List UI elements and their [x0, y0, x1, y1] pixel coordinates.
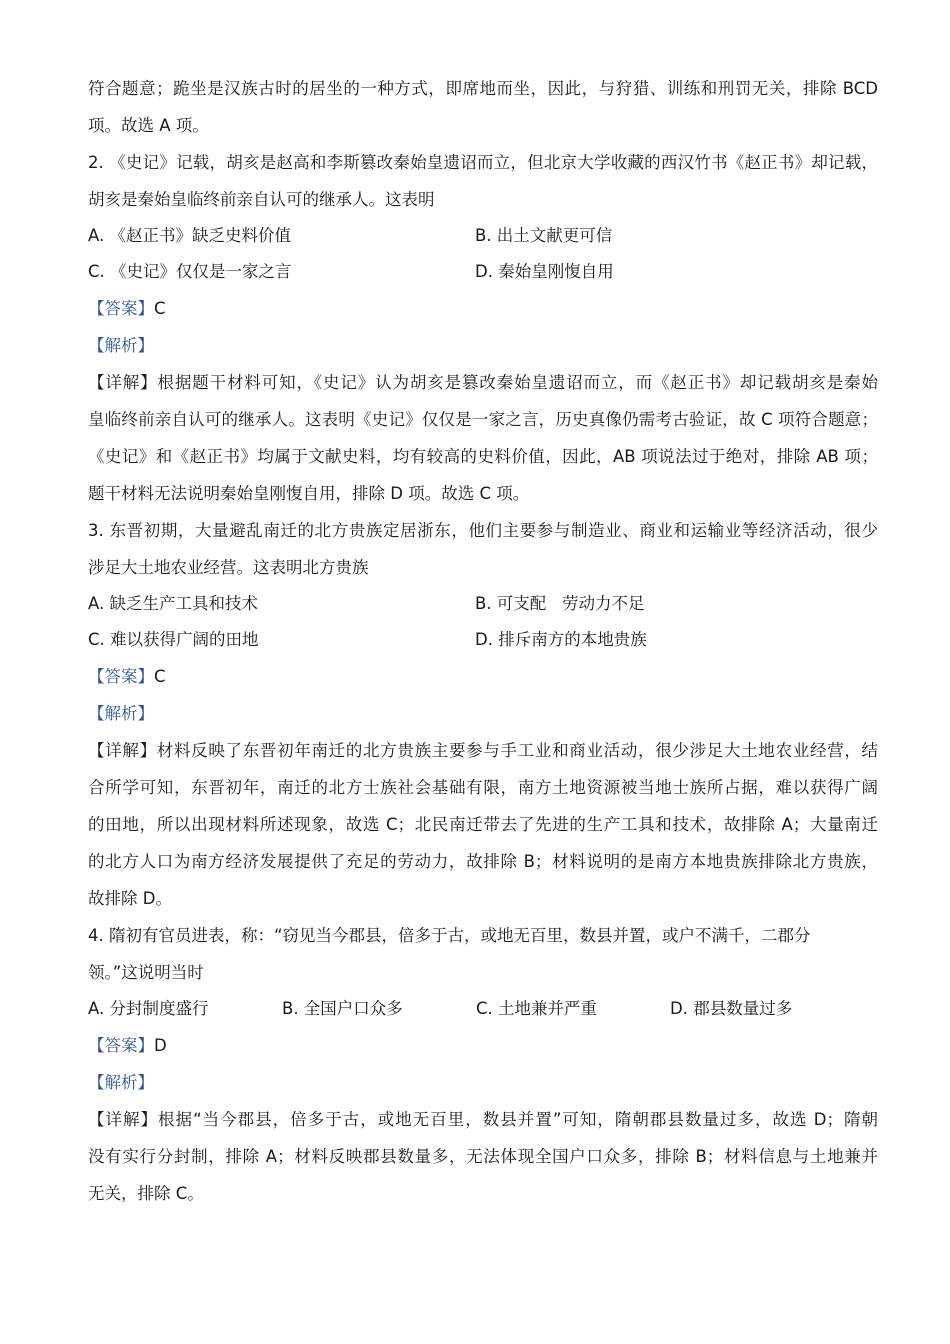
q2-detail-tag: 【详解】: [88, 373, 158, 392]
q3-detail-line-4: 的北方人口为南方经济发展提供了充足的劳动力，故排除 B；材料说明的是南方本地贵族排除北方贵族，: [88, 852, 878, 871]
q3-detail-line-1: [88, 732, 878, 769]
q3-option-b: B. 可支配 劳动力不足: [475, 594, 645, 613]
q2-analysis-tag: 【解析】: [88, 336, 154, 355]
q3-stem-line-2: 涉足大土地农业经营。这表明北方贵族: [88, 558, 369, 577]
q3-detail-line-5: 故排除 D。: [88, 889, 172, 908]
q4-option-c: C. 土地兼并严重: [476, 999, 598, 1018]
document-body: [88, 70, 878, 1212]
q4-option-b: B. 全国户口众多: [282, 999, 403, 1018]
q4-stem-line-2: 领。”这说明当时: [88, 963, 204, 982]
q3-answer: [88, 658, 878, 695]
q2-detail-line-4: 题干材料无法说明秦始皇刚愎自用，排除 D 项。故选 C 项。: [88, 484, 530, 503]
q4-detail-line-2: 没有实行分封制，排除 A；材料反映郡县数量多，无法体现全国户口众多，排除 B；材料信息与土地兼并: [88, 1147, 878, 1166]
q3-answer-value: C: [154, 667, 166, 686]
q2-option-d: D. 秦始皇刚愎自用: [475, 262, 614, 281]
q3-option-c: C. 难以获得广阔的田地: [88, 630, 259, 649]
q3-detail-text-1: 材料反映了东晋初年南迁的北方贵族主要参与手工业和商业活动，很少涉足大土地农业经营，结: [156, 741, 879, 760]
q2-detail-line-3: 《史记》和《赵正书》均属于文献史料，均有较高的史料价值，因此，AB 项说法过于绝对，排除 AB 项；: [88, 447, 878, 466]
q2-detail-text-1: 根据题干材料可知，《史记》认为胡亥是篡改秦始皇遗诏而立，而《赵正书》却记载胡亥是秦始: [157, 373, 879, 392]
q4-detail-line-1: [88, 1101, 878, 1138]
q4-option-d: D. 郡县数量过多: [670, 999, 793, 1018]
continued-text-line-1: 符合题意；跪坐是汉族古时的居坐的一种方式，即席地而坐，因此，与狩猎、训练和刑罚无关，排除 BCD: [88, 79, 878, 98]
q3-option-a: A. 缺乏生产工具和技术: [88, 594, 258, 613]
q3-stem-line-1: 3. 东晋初期，大量避乱南迁的北方贵族定居浙东，他们主要参与制造业、商业和运输业等经济活动，很少: [88, 521, 878, 540]
q4-detail-tag: 【详解】: [88, 1110, 159, 1129]
q2-stem-line-2: 胡亥是秦始皇临终前亲自认可的继承人。这表明: [88, 190, 435, 209]
q2-answer-value: C: [154, 299, 166, 318]
q2-stem-line-1: 2. 《史记》记载，胡亥是赵高和李斯篡改秦始皇遗诏而立，但北京大学收藏的西汉竹书《赵正书》却记载，: [88, 153, 878, 172]
q3-detail-line-2: 合所学可知，东晋初年，南迁的北方士族社会基础有限，南方土地资源被当地士族所占据，难以获得广阔: [88, 778, 878, 797]
q2-answer: [88, 290, 878, 327]
q3-detail-line-3: 的田地，所以出现材料所述现象，故选 C；北民南迁带去了先进的生产工具和技术，故排除 A；大量南迁: [88, 815, 878, 834]
q2-option-a: A. 《赵正书》缺乏史料价值: [88, 226, 291, 245]
q4-answer-value: D: [154, 1036, 167, 1055]
q3-options-row-1: [88, 586, 878, 622]
q2-detail-line-1: [88, 364, 878, 401]
q4-detail-text-1: 根据“当今郡县，倍多于古，或地无百里，数县并置”可知，隋朝郡县数量过多，故选 D；隋朝: [158, 1110, 879, 1129]
q4-stem-line-1: 4. 隋初有官员进表，称：“窃见当今郡县，倍多于古，或地无百里，数县并置，或户不满千，二郡分: [88, 926, 811, 945]
q3-analysis-tag: 【解析】: [88, 704, 154, 723]
q4-answer: [88, 1027, 878, 1064]
q4-detail-line-3: 无关，排除 C。: [88, 1184, 204, 1203]
q2-options-row-2: [88, 254, 878, 290]
q3-options-row-2: [88, 622, 878, 658]
q2-answer-tag: 【答案】: [88, 299, 154, 318]
continued-text-line-2: 项。故选 A 项。: [88, 116, 209, 135]
q3-detail-tag: 【详解】: [88, 741, 157, 760]
q2-options-row-1: [88, 218, 878, 254]
q2-option-c: C. 《史记》仅仅是一家之言: [88, 262, 292, 281]
q4-analysis-tag: 【解析】: [88, 1073, 154, 1092]
q2-detail-line-2: 皇临终前亲自认可的继承人。这表明《史记》仅仅是一家之言，历史真像仍需考古验证，故 C 项符合题意；: [88, 410, 878, 429]
q4-answer-tag: 【答案】: [88, 1036, 154, 1055]
q3-answer-tag: 【答案】: [88, 667, 154, 686]
q4-options-row: [88, 991, 878, 1027]
q2-option-b: B. 出土文献更可信: [475, 226, 613, 245]
q4-option-a: A. 分封制度盛行: [88, 999, 209, 1018]
q3-option-d: D. 排斥南方的本地贵族: [475, 630, 647, 649]
